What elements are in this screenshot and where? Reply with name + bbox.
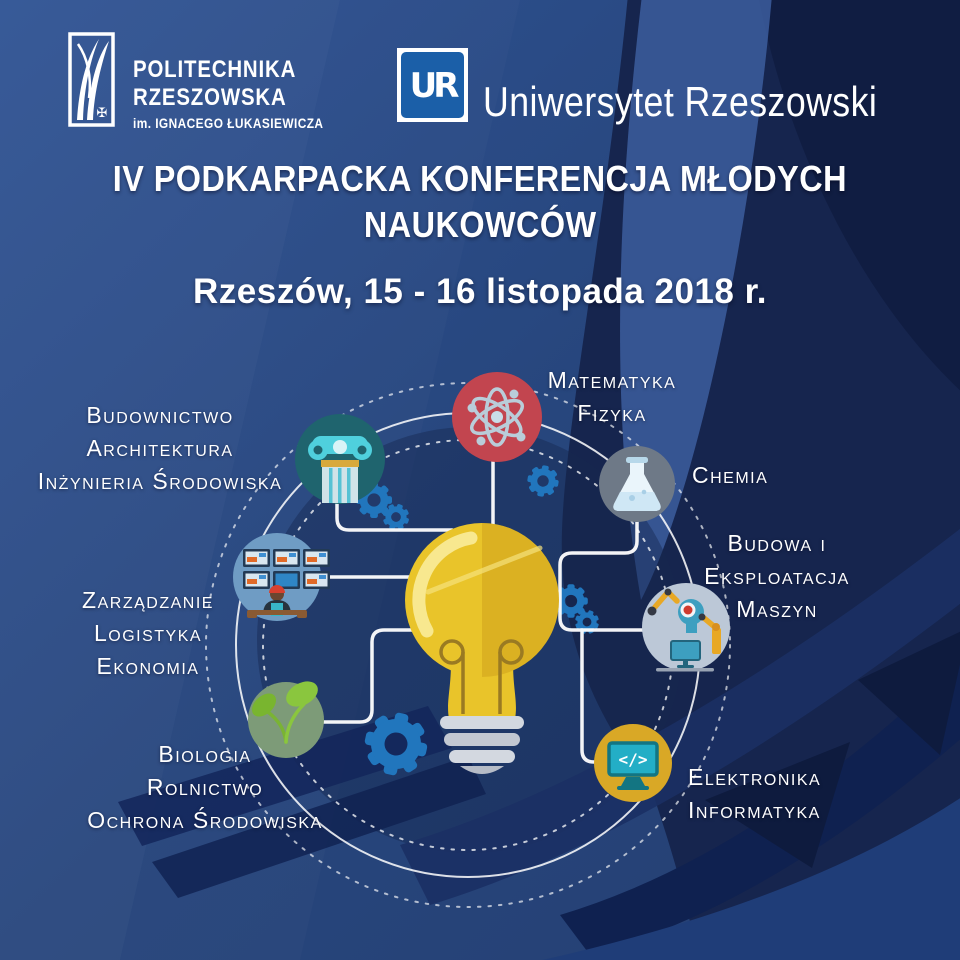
label-line: Biologia: [158, 741, 252, 767]
conference-title: [0, 156, 960, 248]
label-budowa-maszyn: [704, 527, 850, 626]
connector-code: [582, 630, 596, 762]
conference-date: Rzeszów, 15 - 16 listopada 2018 r.: [192, 272, 767, 311]
politechnika-logo-mark: [68, 32, 115, 127]
uniwersytet-logo-mark: [397, 48, 468, 122]
label-matematyka-fizyka: [548, 364, 677, 430]
greek-column-icon: [295, 414, 385, 504]
atom-icon: [452, 372, 542, 462]
label-line: Eksploatacja: [704, 563, 850, 589]
pr-name-line1: POLITECHNIKA: [133, 56, 297, 83]
label-budownictwo: [38, 399, 283, 498]
pr-name-line3: im. IGNACEGO ŁUKASIEWICZA: [133, 115, 324, 131]
connector-leaf: [322, 630, 428, 722]
label-biologia: [87, 738, 323, 837]
politechnika-logo-text: [133, 56, 323, 131]
code-monitor-icon: [594, 724, 672, 802]
label-line: Ekonomia: [96, 653, 200, 679]
label-line: Logistyka: [93, 620, 203, 646]
ur-monogram: UR: [409, 66, 456, 106]
label-line: Architektura: [86, 435, 234, 461]
gear-icon: [525, 463, 561, 499]
pr-name-line2: RZESZOWSKA: [133, 84, 287, 111]
label-line: Chemia: [692, 462, 769, 488]
label-line: Zarządzanie: [82, 587, 214, 613]
flask-icon: [599, 446, 675, 522]
title-line2: NAUKOWCÓW: [363, 204, 597, 245]
label-elektronika: [688, 761, 821, 827]
control-room-icon: [233, 533, 330, 621]
label-line: Fizyka: [577, 400, 647, 426]
label-chemia: [692, 459, 768, 492]
label-line: Budowa i: [727, 530, 827, 556]
bulb-base: [440, 716, 524, 774]
maltese-cross-icon: ✠: [96, 106, 108, 121]
label-zarzadzanie: [82, 584, 214, 683]
title-line1: IV PODKARPACKA KONFERENCJA MŁODYCH: [112, 158, 848, 199]
label-line: Inżynieria Środowiska: [37, 468, 283, 494]
label-line: Elektronika: [688, 764, 822, 790]
lightbulb-icon: [405, 523, 559, 774]
label-line: Informatyka: [688, 797, 821, 823]
label-line: Rolnictwo: [146, 774, 264, 800]
label-line: Matematyka: [547, 367, 677, 393]
code-glyph: </>: [618, 750, 648, 769]
label-line: Budownictwo: [86, 402, 234, 428]
label-line: Maszyn: [736, 596, 818, 622]
label-line: Ochrona Środowiska: [87, 807, 323, 833]
ur-name-text: Uniwersytet Rzeszowski: [483, 78, 878, 125]
